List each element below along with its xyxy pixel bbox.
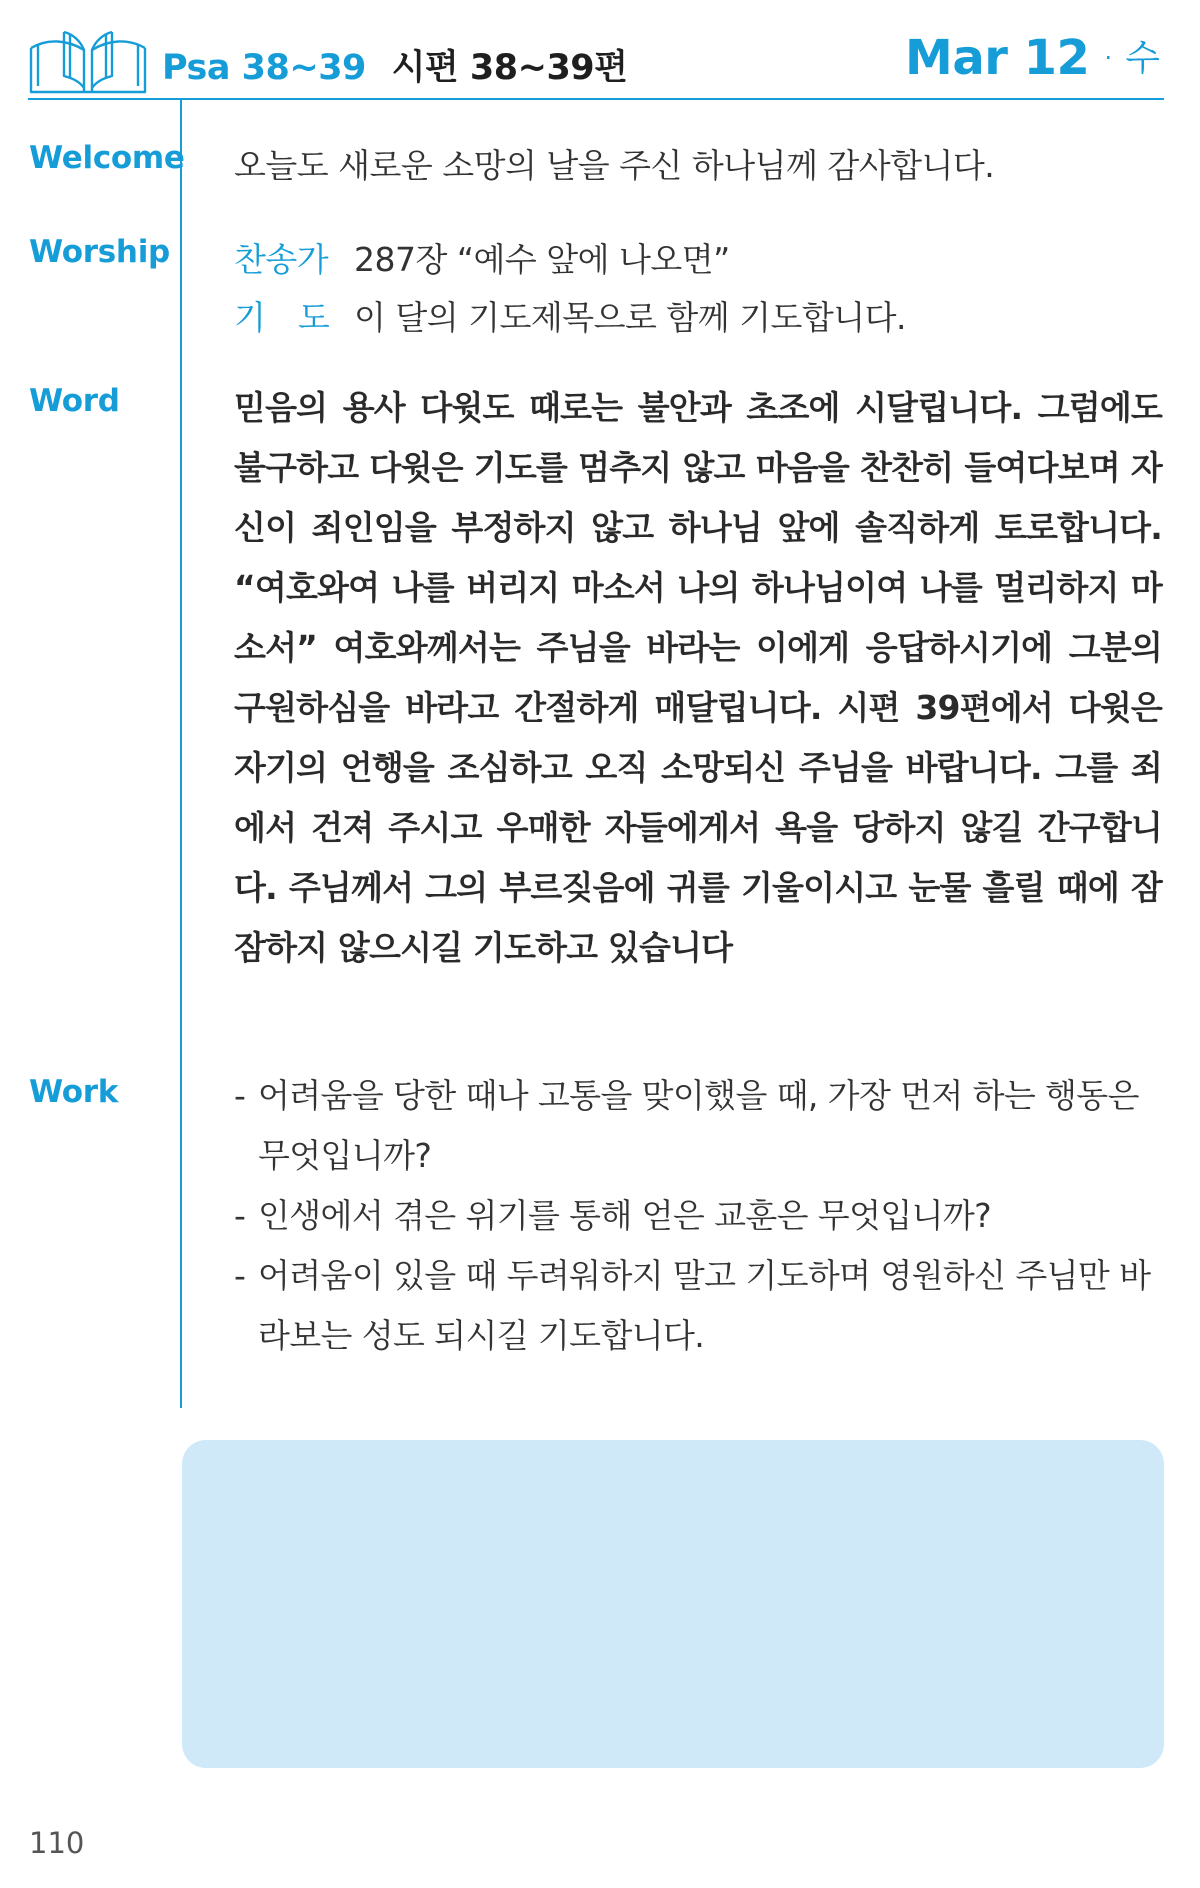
- list-dash: -: [234, 1076, 246, 1115]
- welcome-text: 오늘도 새로운 소망의 날을 주신 하나님께 감사합니다.: [234, 146, 995, 185]
- word-label: Word: [29, 383, 120, 419]
- date-label: [905, 30, 1160, 86]
- worship-hymn-row: [234, 234, 730, 281]
- word-text: 믿음의 용사 다윗도 때로는 불안과 초조에 시달립니다. 그럼에도 불구하고 다윗은 기도를 멈추지 않고 마음을 찬찬히 들여다보며 자신이 죄인임을 부정하지 않고 하나님 앞에 솔직하게 토로합니다. “여호와여 나를 버리지 마소서 나의 하나님이여 나를 멀리하지 마소서” 여호와께서는 주님을 바라는 이에게 응답하시기에 그분의 구원하심을 바라고 간절하게 매달립니다. 시편 39편에서 다윗은 자기의 언행을 조심하고 오직 소망되신 주님을 바랍니다. 그를 죄에서 건져 주시고 우매한 자들에게서 욕을 당하지 않길 간구합니다. 주님께서 그의 부르짖음에 귀를 기울이시고 눈물 흘릴 때에 잠잠하지 않으시길 기도하고 있습니다: [234, 388, 1162, 967]
- title-korean: 시편 38~39편: [391, 48, 628, 88]
- page-number: 110: [29, 1826, 85, 1860]
- work-item-text: 어려움이 있을 때 두려워하지 말고 기도하며 영원하신 주님만 바라보는 성도 되시길 기도합니다.: [258, 1256, 1151, 1355]
- hymn-value: 287장 “예수 앞에 나오면”: [354, 240, 730, 279]
- worship-label: Worship: [29, 234, 170, 270]
- page-header: [28, 24, 1164, 100]
- work-item: [234, 1066, 1162, 1186]
- column-divider: [180, 100, 182, 1408]
- page-title: [162, 40, 627, 90]
- prayer-key: 기 도: [234, 298, 330, 337]
- date-text: Mar 12: [905, 30, 1090, 86]
- work-list: [234, 1066, 1162, 1366]
- hymn-key: 찬송가: [234, 240, 329, 279]
- work-item: [234, 1186, 1162, 1246]
- header-divider: [28, 98, 1164, 100]
- title-english: Psa 38~39: [162, 48, 366, 88]
- work-label: Work: [29, 1074, 119, 1110]
- weekday-text: 수: [1125, 38, 1160, 79]
- memo-box[interactable]: [182, 1440, 1164, 1768]
- date-separator: ·: [1104, 44, 1113, 72]
- list-dash: -: [234, 1196, 246, 1235]
- prayer-value: 이 달의 기도제목으로 함께 기도합니다.: [354, 298, 906, 337]
- work-item-text: 어려움을 당한 때나 고통을 맞이했을 때, 가장 먼저 하는 행동은 무엇입니까?: [258, 1076, 1139, 1175]
- work-item: [234, 1246, 1162, 1366]
- welcome-label: Welcome: [29, 140, 185, 176]
- worship-prayer-row: [234, 292, 906, 339]
- work-item-text: 인생에서 겪은 위기를 통해 얻은 교훈은 무엇입니까?: [258, 1196, 992, 1235]
- list-dash: -: [234, 1256, 246, 1295]
- open-book-icon: [28, 28, 148, 96]
